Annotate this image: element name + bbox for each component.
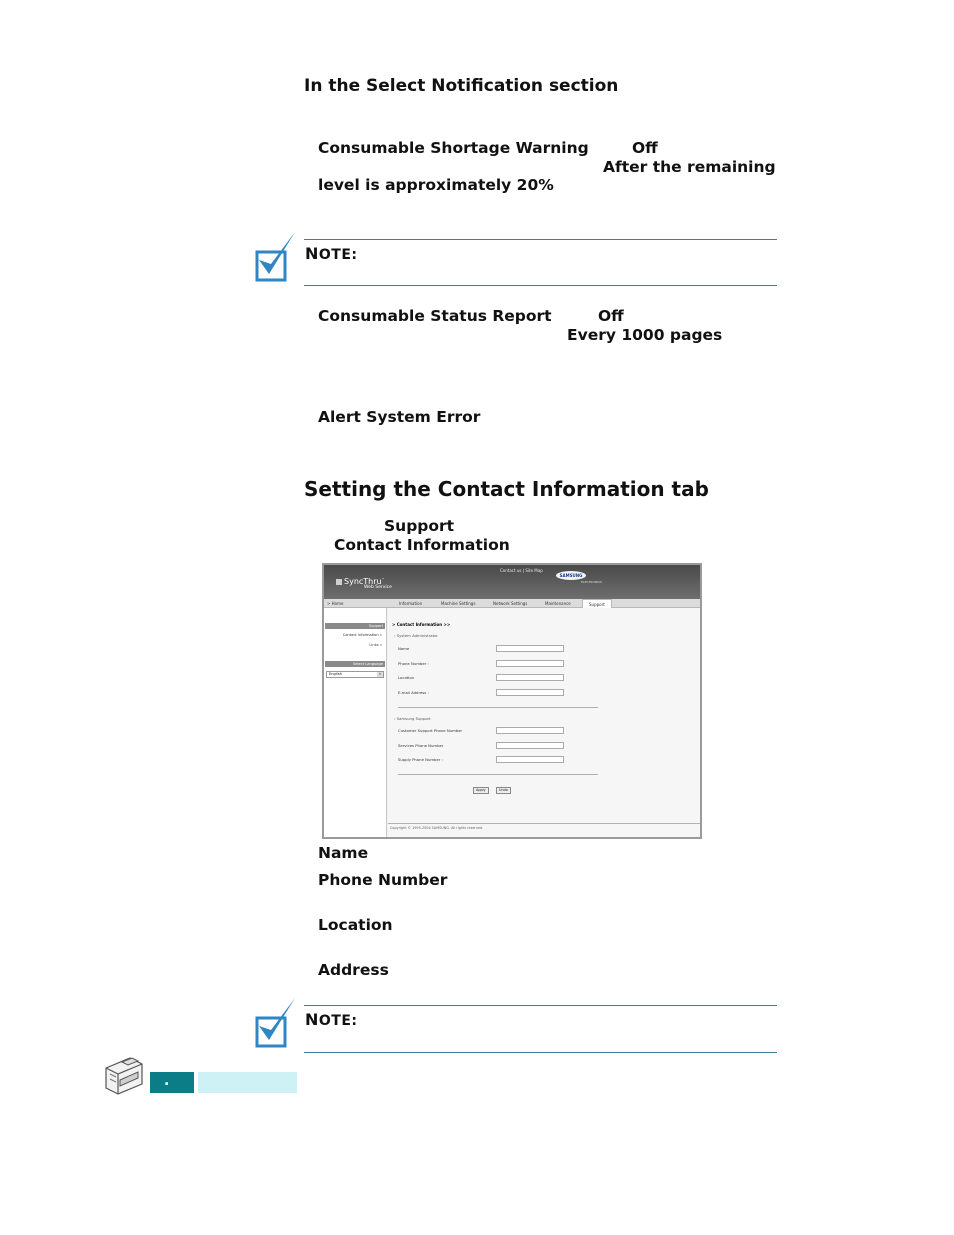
note-label-initial: N [305,244,319,263]
supply-phone-input[interactable] [496,756,564,763]
admin-phone-input[interactable] [496,660,564,667]
undo-button[interactable]: Undo [496,787,511,794]
nav-home[interactable]: > Home [327,601,344,606]
status-report-label: Consumable Status Report [318,307,552,325]
customer-support-input[interactable] [496,727,564,734]
section-divider [398,707,598,708]
syncthru-logo [344,577,392,590]
nav-maintenance[interactable]: Maintenance [545,601,571,606]
chevron-down-icon: ▾ [377,672,383,677]
sidebar-item-contact[interactable]: Contact Information » [342,633,382,637]
status-report-value: Off [598,307,624,325]
syncthru-screenshot [322,563,702,839]
admin-name-label: Name [398,646,410,651]
alert-system-error-label: Alert System Error [318,408,481,426]
note-2-top-rule [304,1005,777,1006]
note-top-rule [304,239,777,240]
syncthru-logo-text: SyncThru [344,577,382,586]
section-heading-contact: Setting the Contact Information tab [304,477,709,501]
field-address-label: Address [318,961,389,979]
supply-phone-label: Supply Phone Number : [398,757,443,762]
syncthru-header [324,565,700,599]
note-bottom-rule [304,285,777,286]
language-select[interactable] [326,671,384,678]
syncthru-main [388,608,700,837]
admin-name-input[interactable] [496,645,564,652]
note-2-label [305,1010,358,1029]
services-phone-label: Services Phone Number [398,743,444,748]
support-tab-ref: Support [384,517,455,535]
syncthru-logo-icon [336,579,342,585]
customer-support-label: Customer Support Phone Number [398,728,463,733]
note-label [305,244,358,263]
contact-info-ref: Contact Information [334,536,510,554]
note-2-label-rest: OTE: [318,1013,358,1029]
admin-location-label: Location [398,675,415,680]
printer-icon [100,1054,146,1098]
note-label-rest: OTE: [318,247,358,263]
services-phone-input[interactable] [496,742,564,749]
shortage-warning-label: Consumable Shortage Warning [318,139,589,157]
note-2-bottom-rule [304,1052,777,1053]
sidebar-language-header: Select Language [325,661,385,667]
note-check-icon-2 [253,996,297,1048]
section-divider-2 [398,774,598,775]
admin-email-label: E-mail Address : [398,690,429,695]
nav-support[interactable]: Support [582,599,612,608]
syncthru-logo-tm: ™ [381,577,385,582]
field-phone-label: Phone Number [318,871,448,889]
admin-email-input[interactable] [496,689,564,696]
contact-info-title: > Contact Information >> [392,622,451,627]
field-name-label: Name [318,844,369,862]
shortage-warning-desc-a: After the remaining [603,158,776,176]
samsung-logo-sub: ELECTRONICS [581,580,602,584]
footer-divider [388,823,700,824]
copyright-text: Copyright © 1995-2004 SAMSUNG. All rights reserved. [390,826,484,830]
top-links[interactable]: Contact us | Site Map [500,568,543,573]
nav-machine-settings[interactable]: Machine Settings [441,601,476,606]
sidebar-item-links[interactable]: Links » [369,643,382,647]
admin-location-input[interactable] [496,674,564,681]
note-check-icon [253,230,297,282]
samsung-logo: SAMSUNG [556,571,586,580]
samsung-support-title: › Samsung Support [394,716,431,721]
language-select-value: English [329,672,342,676]
syncthru-nav [324,599,700,608]
section-heading-notification: In the Select Notification section [304,76,619,96]
field-location-label: Location [318,916,393,934]
nav-information[interactable]: Information [399,601,423,606]
admin-phone-label: Phone Number : [398,661,429,666]
syncthru-logo-sub: Web Service [364,585,392,590]
chapter-tab-box [198,1072,297,1093]
admin-section-title: › System Administrator [394,633,438,638]
shortage-warning-value: Off [632,139,658,157]
status-report-desc: Every 1000 pages [567,326,723,344]
shortage-warning-desc-b: level is approximately 20% [318,176,554,194]
nav-network-settings[interactable]: Network Settings [493,601,528,606]
apply-button[interactable]: Apply [473,787,489,794]
page-number-text: . [164,1073,170,1089]
note-2-label-initial: N [305,1010,319,1029]
page-number-box [150,1072,194,1093]
sidebar-support-header: Support [325,623,385,629]
syncthru-sidebar [324,608,387,837]
